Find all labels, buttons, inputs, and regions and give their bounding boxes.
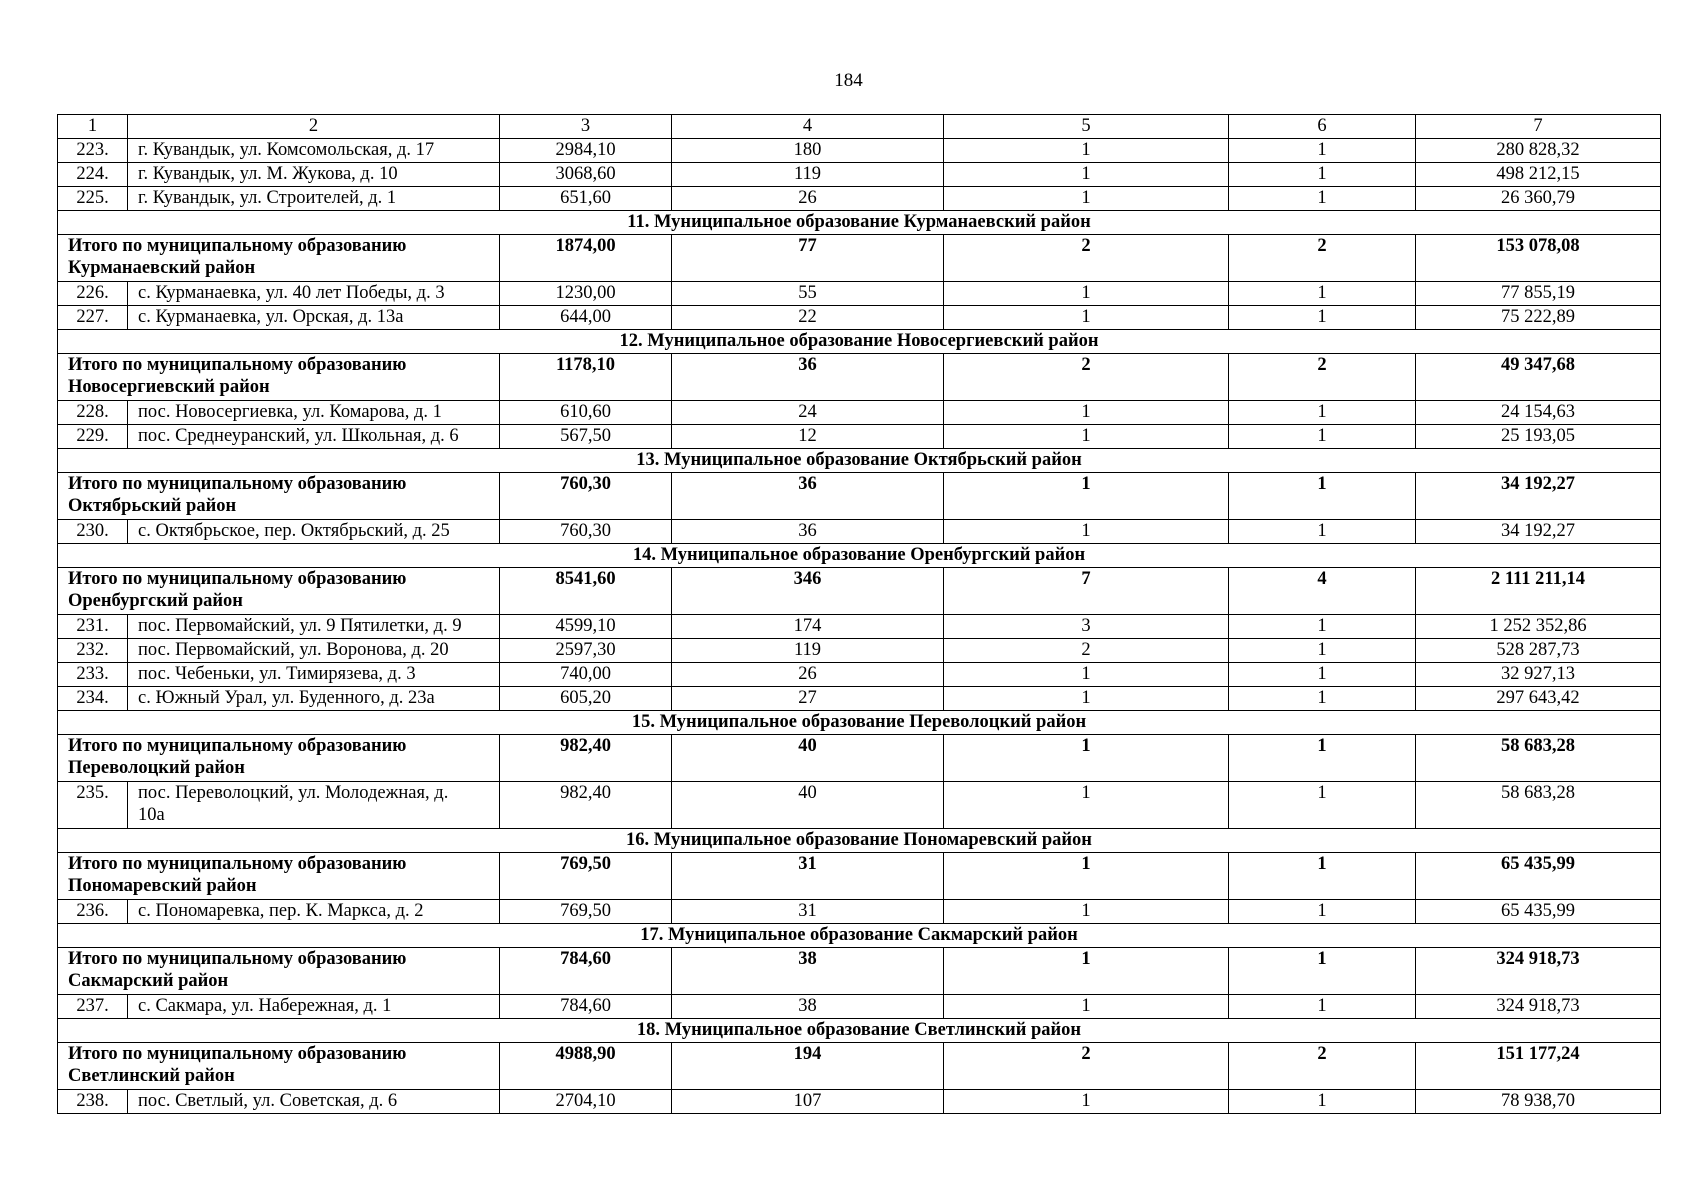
address-cell: г. Кувандык, ул. Строителей, д. 1 <box>128 187 500 211</box>
sum-cell: 75 222,89 <box>1416 306 1661 330</box>
row-number: 234. <box>58 687 128 711</box>
area-cell: 605,20 <box>500 687 672 711</box>
table-row <box>58 306 1661 330</box>
area-cell: 2984,10 <box>500 139 672 163</box>
row-number: 228. <box>58 401 128 425</box>
count-cell: 24 <box>672 401 944 425</box>
count-cell: 36 <box>672 473 944 520</box>
area-cell: 1178,10 <box>500 354 672 401</box>
section-row <box>58 330 1661 354</box>
table-row <box>58 663 1661 687</box>
sum-cell: 297 643,42 <box>1416 687 1661 711</box>
col6-cell: 1 <box>1229 282 1416 306</box>
count-cell: 22 <box>672 306 944 330</box>
area-cell: 4599,10 <box>500 615 672 639</box>
sum-cell: 151 177,24 <box>1416 1043 1661 1090</box>
row-number: 230. <box>58 520 128 544</box>
count-cell: 346 <box>672 568 944 615</box>
col6-cell: 1 <box>1229 401 1416 425</box>
col5-cell: 1 <box>944 473 1229 520</box>
row-number: 224. <box>58 163 128 187</box>
area-cell: 610,60 <box>500 401 672 425</box>
count-cell: 38 <box>672 948 944 995</box>
total-label: Итого по муниципальному образованию Переволоцкий район <box>58 735 500 782</box>
col6-cell: 1 <box>1229 425 1416 449</box>
area-cell: 3068,60 <box>500 163 672 187</box>
col6-cell: 1 <box>1229 473 1416 520</box>
area-cell: 651,60 <box>500 187 672 211</box>
table-row <box>58 401 1661 425</box>
row-number: 237. <box>58 995 128 1019</box>
col5-cell: 1 <box>944 306 1229 330</box>
table-row <box>58 520 1661 544</box>
col6-cell: 1 <box>1229 948 1416 995</box>
header-row <box>58 115 1661 139</box>
col6-cell: 1 <box>1229 187 1416 211</box>
area-cell: 760,30 <box>500 473 672 520</box>
sum-cell: 34 192,27 <box>1416 473 1661 520</box>
sum-cell: 25 193,05 <box>1416 425 1661 449</box>
section-row <box>58 544 1661 568</box>
col6-cell: 1 <box>1229 163 1416 187</box>
col5-cell: 1 <box>944 401 1229 425</box>
address-cell: с. Октябрьское, пер. Октябрьский, д. 25 <box>128 520 500 544</box>
row-number: 238. <box>58 1090 128 1114</box>
address-cell: с. Курманаевка, ул. Орская, д. 13а <box>128 306 500 330</box>
col6-cell: 1 <box>1229 1090 1416 1114</box>
total-label: Итого по муниципальному образованию Оренбургский район <box>58 568 500 615</box>
row-number: 225. <box>58 187 128 211</box>
table-row <box>58 900 1661 924</box>
sum-cell: 32 927,13 <box>1416 663 1661 687</box>
table-row <box>58 639 1661 663</box>
table-row <box>58 163 1661 187</box>
total-label: Итого по муниципальному образованию Светлинский район <box>58 1043 500 1090</box>
col5-cell: 1 <box>944 948 1229 995</box>
area-cell: 1874,00 <box>500 235 672 282</box>
section-title: 13. Муниципальное образование Октябрьский район <box>58 449 1661 473</box>
col6-cell: 1 <box>1229 687 1416 711</box>
sum-cell: 78 938,70 <box>1416 1090 1661 1114</box>
table-row <box>58 1090 1661 1114</box>
count-cell: 119 <box>672 639 944 663</box>
section-title: 17. Муниципальное образование Сакмарский район <box>58 924 1661 948</box>
sum-cell: 24 154,63 <box>1416 401 1661 425</box>
sum-cell: 65 435,99 <box>1416 900 1661 924</box>
col6-cell: 1 <box>1229 853 1416 900</box>
row-number: 235. <box>58 782 128 829</box>
sum-cell: 2 111 211,14 <box>1416 568 1661 615</box>
area-cell: 760,30 <box>500 520 672 544</box>
sum-cell: 280 828,32 <box>1416 139 1661 163</box>
col6-cell: 1 <box>1229 520 1416 544</box>
col5-cell: 2 <box>944 354 1229 401</box>
area-cell: 4988,90 <box>500 1043 672 1090</box>
col6-cell: 1 <box>1229 782 1416 829</box>
count-cell: 38 <box>672 995 944 1019</box>
total-label: Итого по муниципальному образованию Сакмарский район <box>58 948 500 995</box>
count-cell: 107 <box>672 1090 944 1114</box>
col6-cell: 1 <box>1229 615 1416 639</box>
header-cell: 3 <box>500 115 672 139</box>
address-cell: г. Кувандык, ул. Комсомольская, д. 17 <box>128 139 500 163</box>
section-title: 15. Муниципальное образование Переволоцкий район <box>58 711 1661 735</box>
col6-cell: 1 <box>1229 735 1416 782</box>
area-cell: 769,50 <box>500 900 672 924</box>
address-cell: пос. Светлый, ул. Советская, д. 6 <box>128 1090 500 1114</box>
col5-cell: 1 <box>944 425 1229 449</box>
section-row <box>58 1019 1661 1043</box>
col5-cell: 1 <box>944 1090 1229 1114</box>
col5-cell: 2 <box>944 235 1229 282</box>
area-cell: 740,00 <box>500 663 672 687</box>
area-cell: 2704,10 <box>500 1090 672 1114</box>
total-row <box>58 354 1661 401</box>
area-cell: 1230,00 <box>500 282 672 306</box>
row-number: 231. <box>58 615 128 639</box>
col5-cell: 3 <box>944 615 1229 639</box>
total-row <box>58 568 1661 615</box>
col6-cell: 2 <box>1229 1043 1416 1090</box>
col5-cell: 1 <box>944 520 1229 544</box>
count-cell: 31 <box>672 900 944 924</box>
col5-cell: 1 <box>944 782 1229 829</box>
sum-cell: 58 683,28 <box>1416 735 1661 782</box>
header-cell: 4 <box>672 115 944 139</box>
header-cell: 1 <box>58 115 128 139</box>
total-row <box>58 235 1661 282</box>
address-cell: пос. Первомайский, ул. Воронова, д. 20 <box>128 639 500 663</box>
section-title: 11. Муниципальное образование Курманаевский район <box>58 211 1661 235</box>
address-cell: пос. Чебеньки, ул. Тимирязева, д. 3 <box>128 663 500 687</box>
total-row <box>58 853 1661 900</box>
row-number: 223. <box>58 139 128 163</box>
count-cell: 36 <box>672 354 944 401</box>
count-cell: 55 <box>672 282 944 306</box>
total-row <box>58 1043 1661 1090</box>
area-cell: 784,60 <box>500 948 672 995</box>
sum-cell: 324 918,73 <box>1416 948 1661 995</box>
section-row <box>58 924 1661 948</box>
sum-cell: 153 078,08 <box>1416 235 1661 282</box>
section-title: 18. Муниципальное образование Светлинский район <box>58 1019 1661 1043</box>
area-cell: 567,50 <box>500 425 672 449</box>
total-label: Итого по муниципальному образованию Пономаревский район <box>58 853 500 900</box>
col5-cell: 2 <box>944 639 1229 663</box>
col5-cell: 1 <box>944 900 1229 924</box>
sum-cell: 528 287,73 <box>1416 639 1661 663</box>
area-cell: 8541,60 <box>500 568 672 615</box>
section-title: 14. Муниципальное образование Оренбургский район <box>58 544 1661 568</box>
sum-cell: 49 347,68 <box>1416 354 1661 401</box>
row-number: 226. <box>58 282 128 306</box>
table-row <box>58 139 1661 163</box>
col5-cell: 1 <box>944 163 1229 187</box>
sum-cell: 77 855,19 <box>1416 282 1661 306</box>
address-cell: пос. Переволоцкий, ул. Молодежная, д. 10а <box>128 782 500 829</box>
total-row <box>58 473 1661 520</box>
count-cell: 31 <box>672 853 944 900</box>
count-cell: 26 <box>672 187 944 211</box>
sum-cell: 498 212,15 <box>1416 163 1661 187</box>
table-row <box>58 187 1661 211</box>
col6-cell: 2 <box>1229 235 1416 282</box>
col6-cell: 1 <box>1229 900 1416 924</box>
col6-cell: 1 <box>1229 306 1416 330</box>
area-cell: 769,50 <box>500 853 672 900</box>
area-cell: 644,00 <box>500 306 672 330</box>
col5-cell: 1 <box>944 853 1229 900</box>
count-cell: 12 <box>672 425 944 449</box>
sum-cell: 58 683,28 <box>1416 782 1661 829</box>
address-cell: с. Южный Урал, ул. Буденного, д. 23а <box>128 687 500 711</box>
total-label: Итого по муниципальному образованию Новосергиевский район <box>58 354 500 401</box>
sum-cell: 65 435,99 <box>1416 853 1661 900</box>
table-row <box>58 425 1661 449</box>
count-cell: 119 <box>672 163 944 187</box>
col6-cell: 1 <box>1229 663 1416 687</box>
table-row <box>58 782 1661 829</box>
section-row <box>58 211 1661 235</box>
total-row <box>58 948 1661 995</box>
row-number: 229. <box>58 425 128 449</box>
col5-cell: 1 <box>944 687 1229 711</box>
address-cell: пос. Среднеуранский, ул. Школьная, д. 6 <box>128 425 500 449</box>
section-row <box>58 711 1661 735</box>
address-cell: с. Курманаевка, ул. 40 лет Победы, д. 3 <box>128 282 500 306</box>
col5-cell: 7 <box>944 568 1229 615</box>
area-cell: 982,40 <box>500 782 672 829</box>
col6-cell: 1 <box>1229 639 1416 663</box>
col5-cell: 1 <box>944 187 1229 211</box>
col6-cell: 1 <box>1229 139 1416 163</box>
col5-cell: 1 <box>944 995 1229 1019</box>
count-cell: 180 <box>672 139 944 163</box>
col5-cell: 2 <box>944 1043 1229 1090</box>
address-cell: г. Кувандык, ул. М. Жукова, д. 10 <box>128 163 500 187</box>
count-cell: 26 <box>672 663 944 687</box>
col6-cell: 2 <box>1229 354 1416 401</box>
total-label: Итого по муниципальному образованию Октябрьский район <box>58 473 500 520</box>
section-row <box>58 829 1661 853</box>
count-cell: 27 <box>672 687 944 711</box>
col5-cell: 1 <box>944 663 1229 687</box>
page-number: 184 <box>834 70 863 91</box>
count-cell: 174 <box>672 615 944 639</box>
col5-cell: 1 <box>944 139 1229 163</box>
count-cell: 77 <box>672 235 944 282</box>
count-cell: 40 <box>672 782 944 829</box>
section-row <box>58 449 1661 473</box>
header-cell: 5 <box>944 115 1229 139</box>
section-title: 12. Муниципальное образование Новосергиевский район <box>58 330 1661 354</box>
total-label: Итого по муниципальному образованию Курманаевский район <box>58 235 500 282</box>
row-number: 236. <box>58 900 128 924</box>
col5-cell: 1 <box>944 282 1229 306</box>
table-row <box>58 995 1661 1019</box>
row-number: 232. <box>58 639 128 663</box>
sum-cell: 1 252 352,86 <box>1416 615 1661 639</box>
sum-cell: 324 918,73 <box>1416 995 1661 1019</box>
area-cell: 784,60 <box>500 995 672 1019</box>
header-cell: 7 <box>1416 115 1661 139</box>
total-row <box>58 735 1661 782</box>
table-row <box>58 615 1661 639</box>
table-row <box>58 282 1661 306</box>
sum-cell: 34 192,27 <box>1416 520 1661 544</box>
header-cell: 2 <box>128 115 500 139</box>
row-number: 227. <box>58 306 128 330</box>
sum-cell: 26 360,79 <box>1416 187 1661 211</box>
area-cell: 982,40 <box>500 735 672 782</box>
col5-cell: 1 <box>944 735 1229 782</box>
row-number: 233. <box>58 663 128 687</box>
count-cell: 40 <box>672 735 944 782</box>
address-cell: с. Пономаревка, пер. К. Маркса, д. 2 <box>128 900 500 924</box>
section-title: 16. Муниципальное образование Пономаревский район <box>58 829 1661 853</box>
count-cell: 194 <box>672 1043 944 1090</box>
header-cell: 6 <box>1229 115 1416 139</box>
count-cell: 36 <box>672 520 944 544</box>
address-cell: с. Сакмара, ул. Набережная, д. 1 <box>128 995 500 1019</box>
col6-cell: 1 <box>1229 995 1416 1019</box>
address-cell: пос. Первомайский, ул. 9 Пятилетки, д. 9 <box>128 615 500 639</box>
area-cell: 2597,30 <box>500 639 672 663</box>
data-table <box>57 114 1661 1114</box>
col6-cell: 4 <box>1229 568 1416 615</box>
address-cell: пос. Новосергиевка, ул. Комарова, д. 1 <box>128 401 500 425</box>
table-row <box>58 687 1661 711</box>
